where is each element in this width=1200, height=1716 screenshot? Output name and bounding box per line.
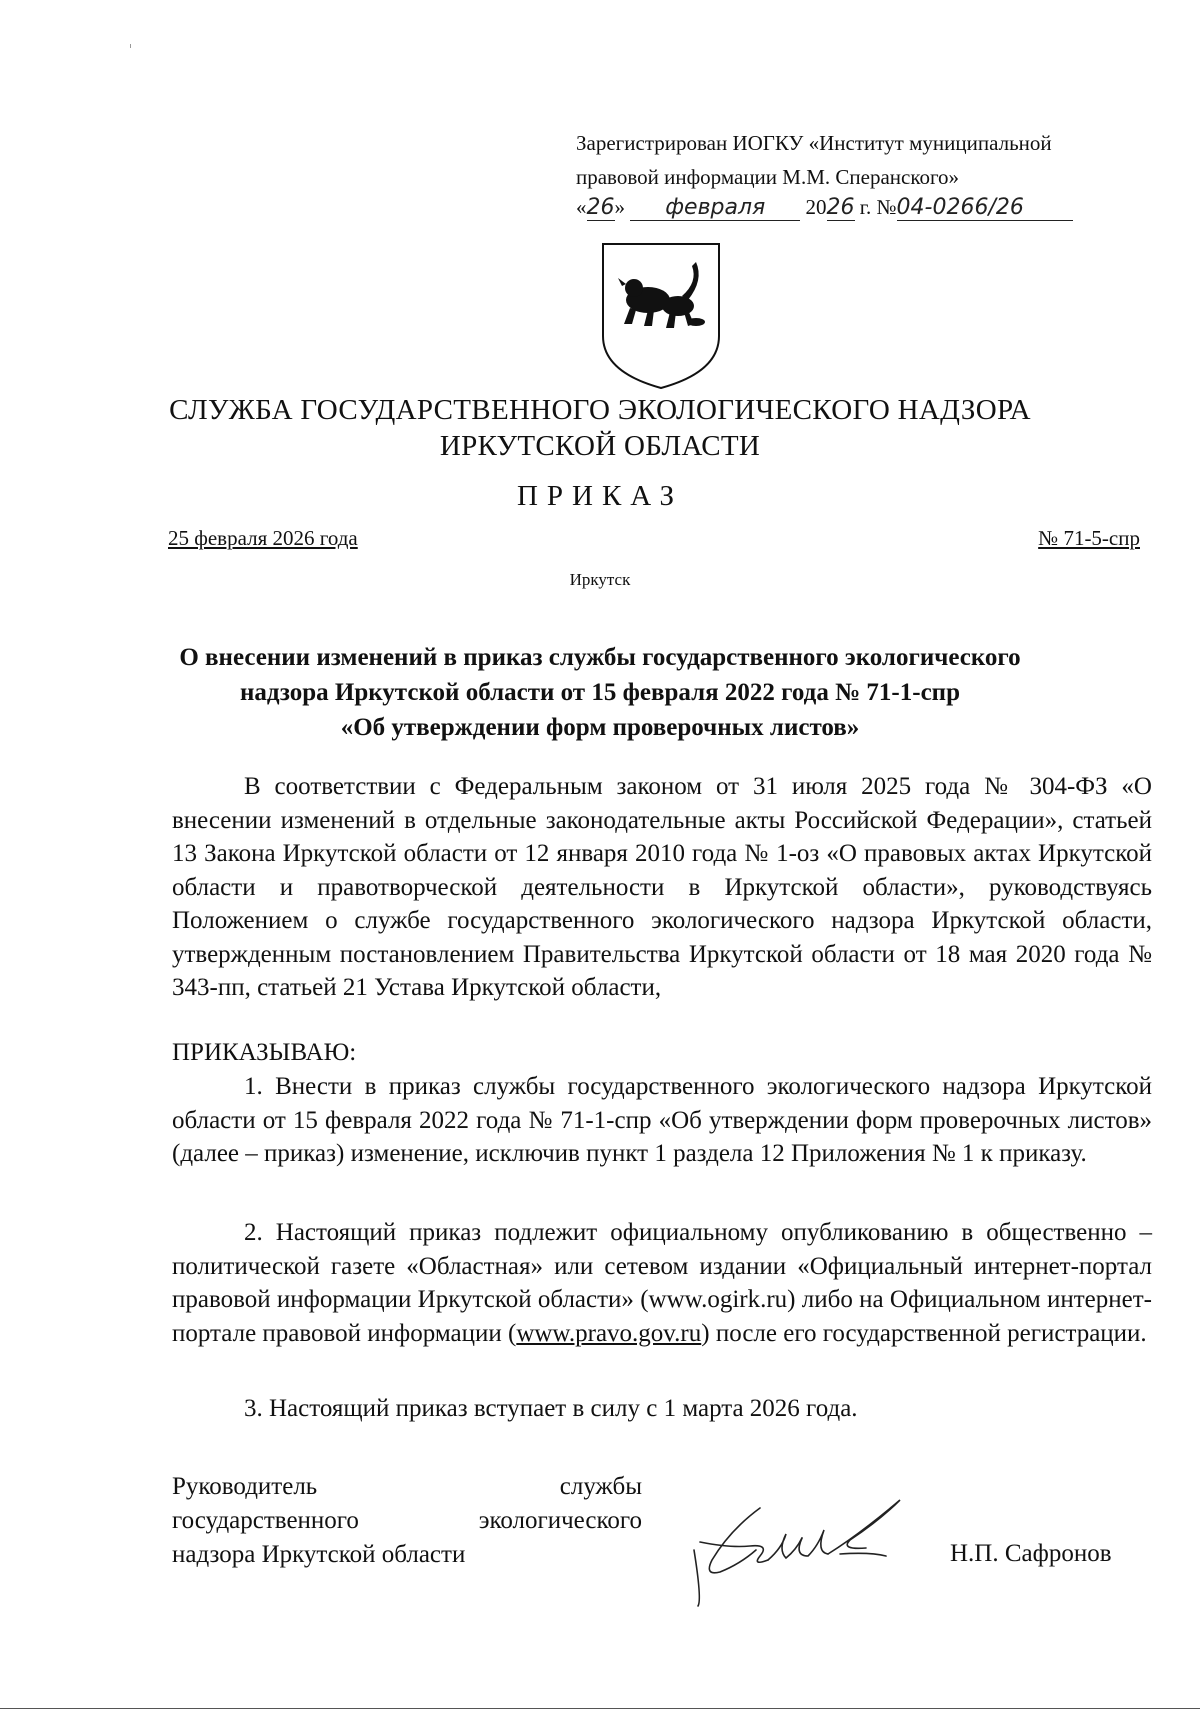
registration-year-prefix: 20 [805,195,827,219]
organization-line-2: ИРКУТСКОЙ ОБЛАСТИ [439,430,761,462]
body-item-2 [172,1216,1152,1350]
position-line-3: надзора Иркутской области [172,1541,466,1568]
body-intro-paragraph [172,770,1152,1005]
signatory-position [172,1470,642,1572]
document-number: № 71-5-спр [1038,526,1140,550]
document-heading [150,640,1050,745]
handwritten-signature [690,1490,930,1610]
registration-stamp [576,126,1176,194]
page-bottom-rule [0,1708,1200,1709]
registration-month: февраля [630,196,800,221]
order-word: ПРИКАЗЫВАЮ: [172,1039,357,1066]
position-line-2: государственного экологического [172,1507,642,1534]
registration-year-label: г. № [859,195,897,219]
registration-number: 04-0266/26 [897,196,1073,221]
item-2-text [172,1216,1152,1350]
registration-year-suffix: 26 [826,195,855,220]
organization-name [0,392,1200,464]
quote-close: » [614,195,625,219]
body-item-3 [172,1392,1152,1426]
signatory-name: Н.П. Сафронов [950,1540,1112,1567]
document-city: Иркутск [569,570,631,589]
registration-line-2: правовой информации М.М. Сперанского» [576,165,960,189]
item-1-text: 1. Внести в приказ службы государственного экологического надзора Иркутской области от 15 февраля 2022 года № 71-1-спр «Об утверждении форм проверочных листов» (далее – приказ) изменение, исключив пункт 1 раздела 12 Приложения № 1 к приказу. [172,1073,1152,1167]
irkutsk-coat-of-arms-icon [600,240,722,390]
item-2-part-1: 2. Настоящий приказ подлежит официальному опубликованию в общественно – политической газете «Областная» или сетевом издании «Официальный интернет-портал правовой информации Иркутской области» (www.ogirk.ru) либо на Официальном интернет-портале правовой информации ( [172,1219,1152,1347]
registration-line-3 [576,192,1176,222]
quote-open: « [576,195,587,219]
registration-day: 26 [586,195,615,220]
heading-line-3: «Об утверждении форм проверочных листов» [340,714,860,741]
scan-mark [130,44,131,48]
document-date: 25 февраля 2026 года [168,526,358,550]
heading-line-1: О внесении изменений в приказ службы государственного экологического [179,644,1021,671]
document-type: ПРИКАЗ [516,480,684,512]
item-2-part-2: ) после его государственной регистрации. [701,1319,1147,1347]
intro-text: В соответствии с Федеральным законом от 31 июля 2025 года № 304-ФЗ «О внесении изменений в отдельные законодательные акты Российской Федерации», статьей 13 Закона Иркутской области от 12 января 2010 года № 1-оз «О правовых актах Иркутской области и правотворческой деятельности в Иркутской области», руководствуясь Положением о службе государственного экологического надзора Иркутской области, утвержденным постановлением Правительства Иркутской области от 18 мая 2020 года № 343-пп, статьей 21 Устава Иркутской области, [172,773,1152,1001]
heading-line-2: надзора Иркутской области от 15 февраля 2022 года № 71-1-спр [239,679,960,706]
position-line-1: Руководитель службы [172,1473,642,1500]
body-item-1 [172,1070,1152,1171]
registration-line-1: Зарегистрирован ИОГКУ «Институт муниципальной [576,131,1052,155]
pravo-link[interactable]: www.pravo.gov.ru [516,1319,702,1347]
organization-line-1: СЛУЖБА ГОСУДАРСТВЕННОГО ЭКОЛОГИЧЕСКОГО НАДЗОРА [169,394,1031,426]
item-3-text: 3. Настоящий приказ вступает в силу с 1 марта 2026 года. [244,1395,858,1422]
